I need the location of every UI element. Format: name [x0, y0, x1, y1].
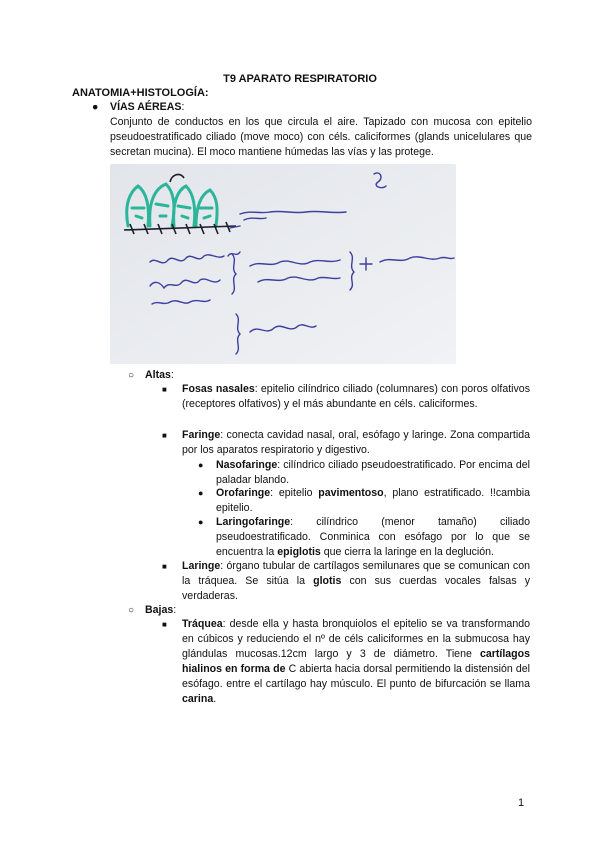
laringe-item	[162, 559, 530, 604]
bullet-disc-icon: ●	[198, 488, 204, 498]
bullet-disc-icon: ●	[92, 101, 99, 113]
orofaringe-term: Orofaringe	[216, 487, 271, 499]
cartilagos-bold: cartílagos hialinos en forma de	[182, 648, 530, 675]
handwritten-figure	[110, 164, 456, 364]
faringe-text: : conecta cavidad nasal, oral, esófago y laringe. Zona compartida por los aparatos respiratorio y digestivo.	[182, 429, 530, 456]
bullet-square-icon: ■	[162, 385, 167, 394]
vias-aereas-text: Conjunto de conductos en los que circula el aire. Tapizado con mucosa con epitelio pseudoestratificado ciliado (move moco) con céls. caliciformes (glands unicelulares que secretan mucina). El moco mantiene húmedas las vías y las protege.	[110, 116, 532, 158]
nasofaringe-text: : cilíndrico ciliado pseudoestratificado. Por encima del paladar blando.	[216, 459, 530, 486]
page-number: 1	[518, 797, 525, 809]
traquea-term: Tráquea	[182, 618, 223, 630]
laringofaringe-text-1: : cilíndrico (menor tamaño) ciliado pseudoestratificado. Conminica con esófago por lo que se encuentra la	[216, 516, 530, 558]
vias-colon: :	[181, 101, 185, 113]
altas-label: Altas	[145, 369, 171, 381]
altas-item	[128, 368, 530, 383]
laringe-text-1: : órgano tubular de cartílagos semilunares que se comunican con la tráquea. Se sitúa la	[182, 560, 530, 587]
faringe-term: Faringe	[182, 429, 221, 441]
bajas-item	[128, 603, 530, 618]
altas-colon: :	[170, 369, 174, 381]
glotis-bold: glotis	[313, 575, 342, 587]
laringofaringe-term: Laringofaringe	[216, 516, 291, 528]
traquea-text-3: .	[213, 693, 217, 705]
fosas-text: : epitelio cilíndrico ciliado (columnares) con poros olfativos (receptores olfativos) y el más abundante en céls. caliciformes.	[182, 383, 530, 410]
laringofaringe-text-2: que cierra la laringe en la deglución.	[320, 546, 494, 558]
orofaringe-text-2: , plano estratificado. !!cambia epitelio.	[216, 487, 530, 514]
epiglotis-bold: epiglotis	[277, 546, 321, 558]
orofaringe-bold: pavimentoso	[318, 487, 384, 499]
faringe-item	[162, 428, 530, 458]
bullet-circle-icon: ○	[128, 370, 135, 381]
vias-aereas-label: VÍAS AÉREAS	[110, 101, 182, 113]
bullet-disc-icon: ●	[198, 460, 204, 470]
bullet-square-icon: ■	[162, 431, 167, 440]
bajas-colon: :	[173, 604, 177, 616]
traquea-text-1: : desde ella y hasta bronquiolos el epitelio se va transformando en cúbicos y reduciendo el nº de céls caliciformes en la submucosa hay glándulas mucosas.12cm largo y 3 de diámetro. Tiene	[182, 618, 530, 660]
traquea-text-2: C abierta hacia dorsal permitiendo la distensión del esófago. entre el cartílago hay músculo. El punto de bifurcación se llama	[182, 663, 530, 690]
nasofaringe-item	[198, 458, 530, 488]
section-heading: ANATOMIA+HISTOLOGÍA:	[72, 87, 209, 99]
laringe-term: Laringe	[182, 560, 221, 572]
bullet-square-icon: ■	[162, 620, 167, 629]
orofaringe-text-1: : epitelio	[270, 487, 319, 499]
nasofaringe-term: Nasofaringe	[216, 459, 278, 471]
traquea-item	[162, 617, 530, 707]
bullet-circle-icon: ○	[128, 605, 135, 616]
orofaringe-item	[198, 486, 530, 516]
carina-bold: carina	[182, 693, 214, 705]
laringe-text-2: con sus cuerdas vocales falsas y verdaderas.	[182, 575, 530, 602]
vias-aereas-block	[92, 100, 532, 160]
vias-aereas-heading	[92, 100, 532, 115]
bullet-disc-icon: ●	[198, 517, 204, 527]
fosas-term: Fosas nasales	[182, 383, 255, 395]
bullet-square-icon: ■	[162, 562, 167, 571]
fosas-nasales-item	[162, 382, 530, 412]
figure-paper	[110, 164, 456, 364]
bajas-label: Bajas	[145, 604, 174, 616]
page-title: T9 APARATO RESPIRATORIO	[223, 73, 377, 85]
laringofaringe-item	[198, 515, 530, 560]
